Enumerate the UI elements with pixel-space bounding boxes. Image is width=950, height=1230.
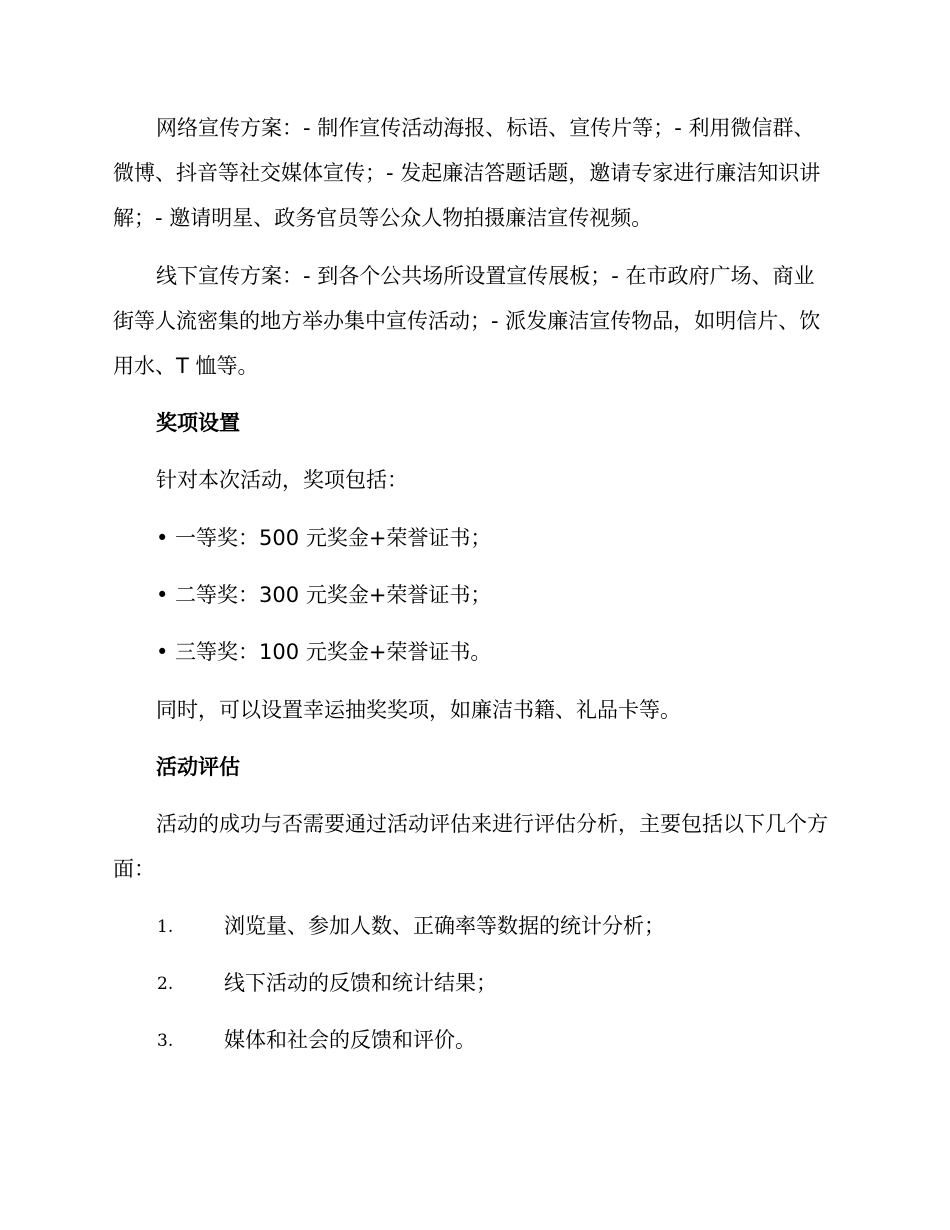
award-item-third: • 三等奖：100 元奖金+荣誉证书。 xyxy=(156,640,492,664)
evaluation-intro: 活动的成功与否需要通过活动评估来进行评估分析，主要包括以下几个方面： xyxy=(113,812,828,881)
offline-promotion-paragraph: 线下宣传方案：- 到各个公共场所设置宣传展板；- 在市政府广场、商业街等人流密集的地方举办集中宣传活动；- 派发廉洁宣传物品，如明信片、饮用水、T 恤等。 xyxy=(113,264,821,378)
list-item: 媒体和社会的反馈和评价。 xyxy=(224,1028,476,1052)
list-item-number: 2. xyxy=(157,974,174,994)
list-item: 线下活动的反馈和统计结果； xyxy=(224,971,497,995)
award-item-second: • 二等奖：300 元奖金+荣誉证书； xyxy=(156,583,492,607)
list-item: 浏览量、参加人数、正确率等数据的统计分析； xyxy=(224,914,665,938)
awards-heading: 奖项设置 xyxy=(156,411,240,435)
evaluation-heading: 活动评估 xyxy=(156,755,240,779)
list-item-number: 3. xyxy=(157,1031,174,1051)
awards-note: 同时，可以设置幸运抽奖奖项，如廉洁书籍、礼品卡等。 xyxy=(156,698,681,722)
awards-intro: 针对本次活动，奖项包括： xyxy=(156,468,408,492)
list-item-number: 1. xyxy=(157,917,174,937)
online-promotion-paragraph: 网络宣传方案：- 制作宣传活动海报、标语、宣传片等；- 利用微信群、微博、抖音等社交媒体宣传；- 发起廉洁答题话题，邀请专家进行廉洁知识讲解；- 邀请明星、政务官员等公众人物拍摄廉洁宣传视频。 xyxy=(113,116,821,230)
award-item-first: • 一等奖：500 元奖金+荣誉证书； xyxy=(156,526,492,550)
